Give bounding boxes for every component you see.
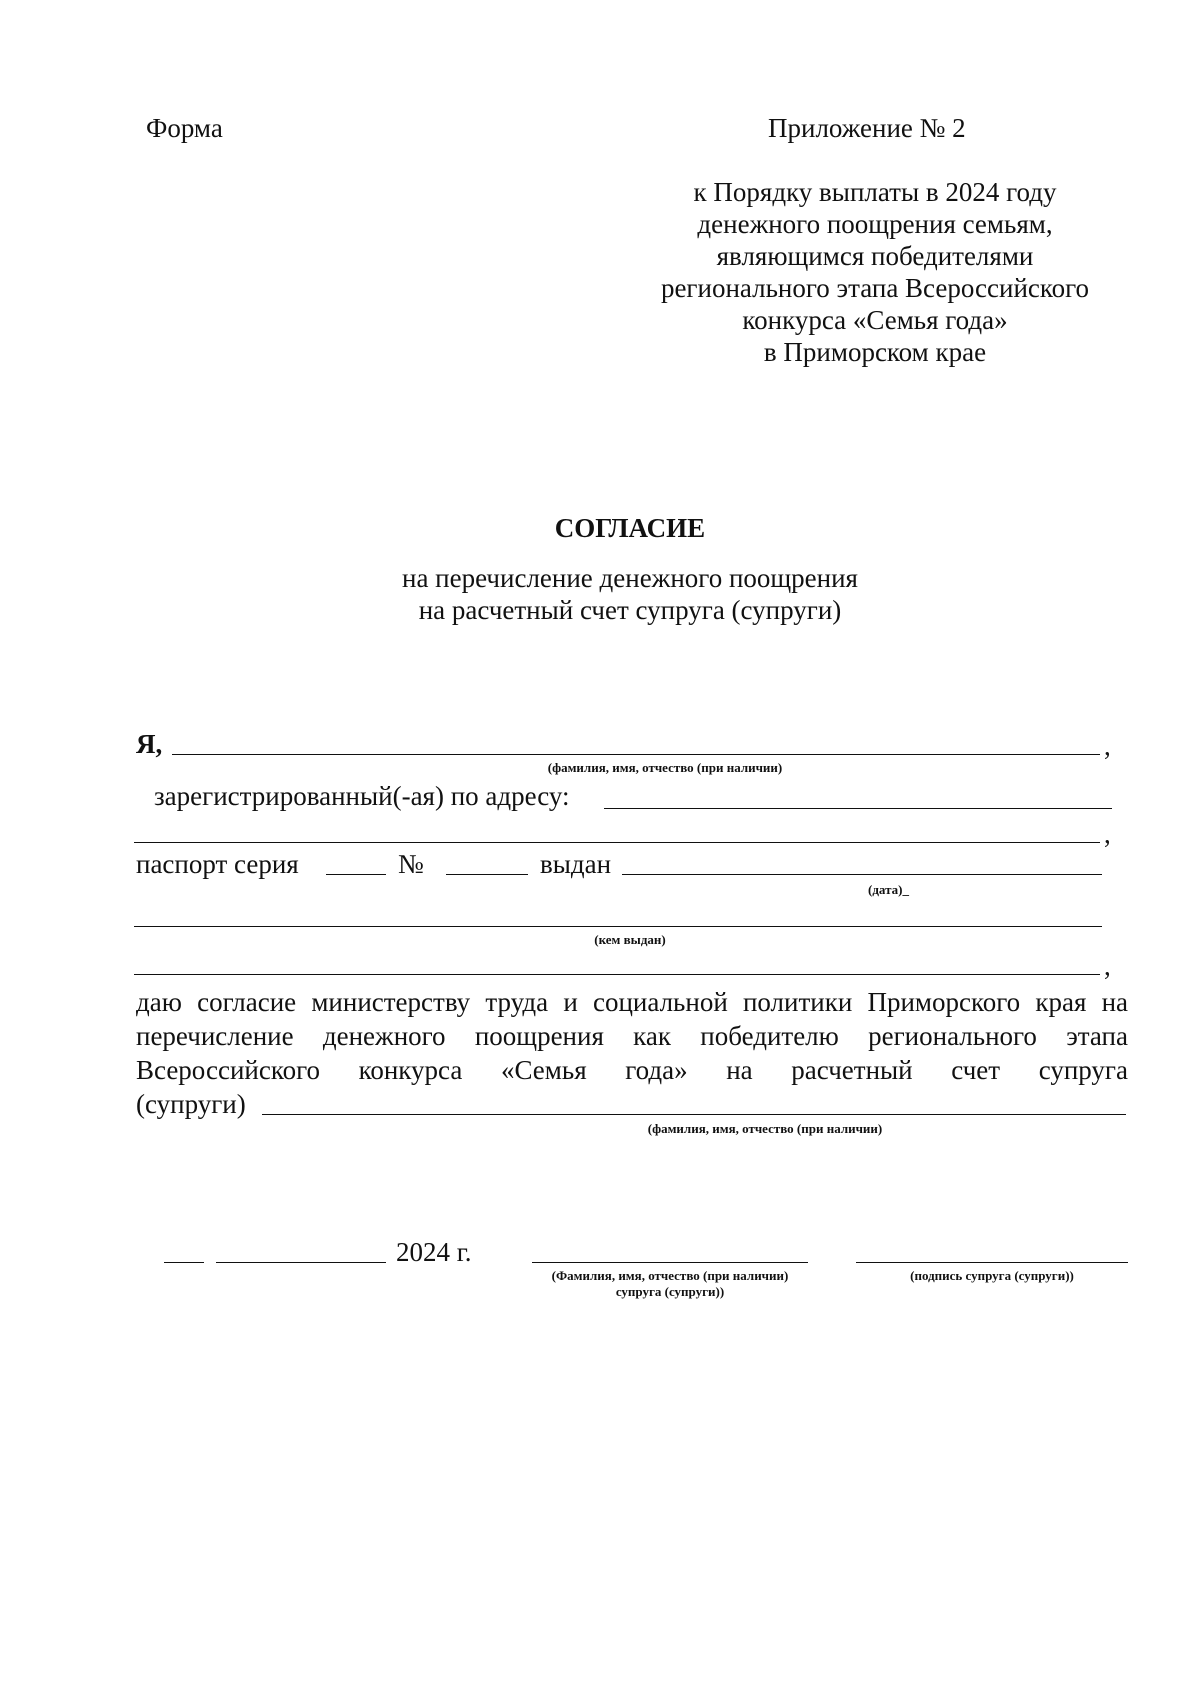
- appendix-line: конкурса «Семья года»: [742, 305, 1008, 335]
- spouse-fio-signature-hint-1: (Фамилия, имя, отчество (при наличии): [551, 1268, 789, 1283]
- issue-date-field[interactable]: [622, 874, 1102, 875]
- fio-hint: (фамилия, имя, отчество (при наличии): [547, 760, 783, 775]
- consent-word: супруга: [1038, 1055, 1128, 1085]
- appendix-line: являющимся победителями: [716, 241, 1034, 271]
- comma: ,: [1104, 951, 1111, 981]
- appendix-reference: [620, 176, 1130, 368]
- document-subtitle-2: на расчетный счет супруга (супруги): [418, 595, 842, 625]
- issued-label: выдан: [540, 849, 612, 879]
- year-label: 2024 г.: [396, 1237, 472, 1267]
- consent-word: Всероссийского: [136, 1055, 320, 1085]
- consent-line-4-label: (супруги): [136, 1089, 246, 1119]
- spouse-signature-hint: (подпись супруга (супруги)): [910, 1268, 1074, 1283]
- consent-line-3: [136, 1054, 1128, 1086]
- consent-word: года»: [625, 1055, 688, 1085]
- consent-line-2: перечисление денежного поощрения как победителю регионального этапа: [136, 1021, 1128, 1051]
- i-label: Я,: [136, 729, 163, 759]
- spouse-fio-hint: (фамилия, имя, отчество (при наличии): [647, 1121, 883, 1136]
- issuer-hint: (кем выдан): [594, 932, 666, 947]
- registered-label: зарегистрированный(-ая) по адресу:: [154, 781, 570, 811]
- spouse-fio-signature-hint-2: супруга (супруги)): [615, 1284, 725, 1299]
- appendix-line: к Порядку выплаты в 2024 году: [693, 177, 1057, 207]
- appendix-line: в Приморском крае: [763, 337, 987, 367]
- consent-word: на: [726, 1055, 753, 1085]
- month-field-line[interactable]: [216, 1262, 386, 1263]
- passport-label: паспорт серия: [136, 849, 299, 879]
- consent-word: расчетный: [791, 1055, 913, 1085]
- consent-word: «Семья: [500, 1055, 587, 1085]
- document-title: СОГЛАСИЕ: [554, 513, 706, 543]
- appendix-title: Приложение № 2: [768, 113, 966, 143]
- address-field-line-2[interactable]: [134, 842, 1100, 843]
- document-subtitle-1: на перечисление денежного поощрения: [402, 563, 858, 593]
- consent-word: счет: [951, 1055, 1001, 1085]
- issuer-field-line-2[interactable]: [134, 974, 1100, 975]
- issuer-field-line[interactable]: [134, 926, 1102, 927]
- form-label: Форма: [146, 113, 223, 143]
- consent-word: конкурса: [358, 1055, 463, 1085]
- consent-line-1: даю согласие министерству труда и социальной политики Приморского края на: [136, 987, 1128, 1017]
- fio-field-line[interactable]: [172, 754, 1100, 755]
- comma: ,: [1104, 731, 1111, 761]
- date-hint: (дата)_: [868, 882, 909, 897]
- spouse-signature-line[interactable]: [856, 1262, 1128, 1263]
- address-field-line-1[interactable]: [604, 808, 1112, 809]
- spouse-fio-field-line[interactable]: [262, 1114, 1126, 1115]
- day-field-line[interactable]: [164, 1262, 204, 1263]
- passport-number-field[interactable]: [446, 874, 528, 875]
- appendix-line: денежного поощрения семьям,: [697, 209, 1053, 239]
- spouse-fio-signature-line[interactable]: [532, 1262, 808, 1263]
- appendix-line: регионального этапа Всероссийского: [660, 273, 1090, 303]
- passport-series-field[interactable]: [326, 874, 386, 875]
- number-label: №: [398, 849, 424, 879]
- comma: ,: [1104, 819, 1111, 849]
